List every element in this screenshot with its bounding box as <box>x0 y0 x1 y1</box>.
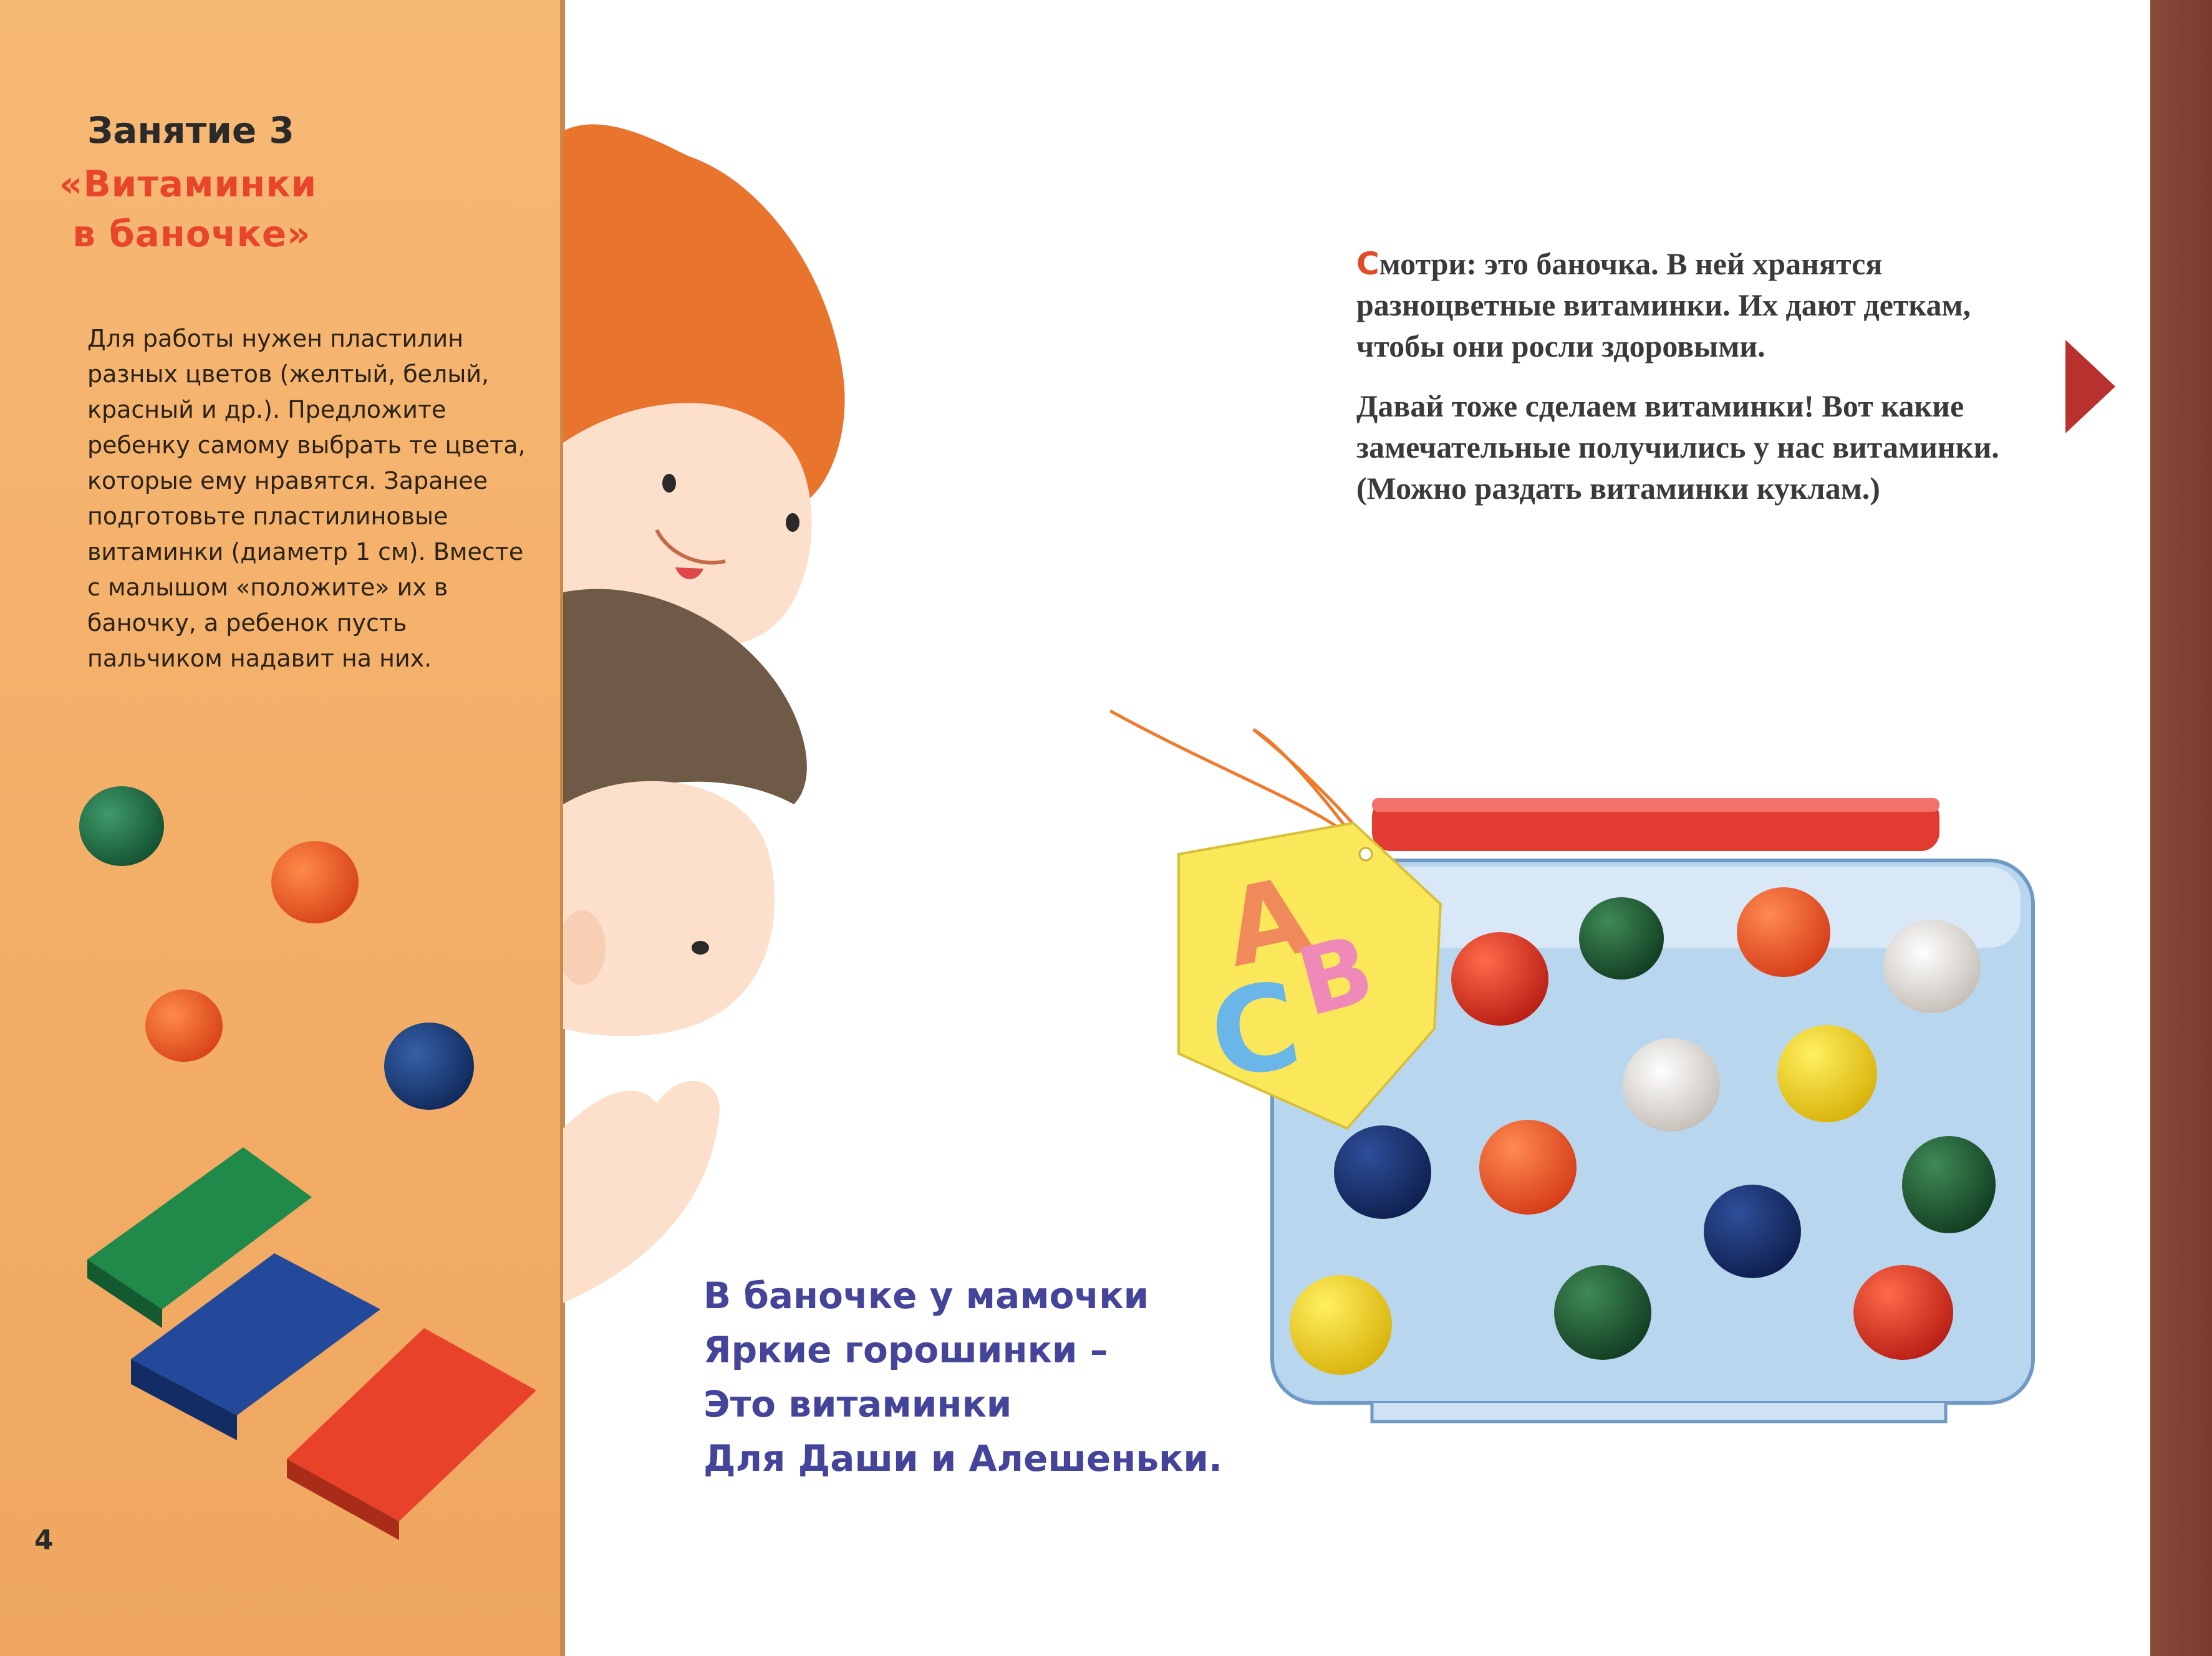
drop-cap: С <box>1356 246 1379 282</box>
vitamin-orange <box>1479 1120 1577 1215</box>
vitamin-white <box>1883 920 1981 1013</box>
poem-line: Яркие горошинки – <box>703 1329 1108 1371</box>
vitamin-yellow <box>1777 1025 1877 1122</box>
vitamin-yellow <box>1290 1275 1392 1375</box>
boy-eye <box>692 941 709 955</box>
poem-line: Это витаминки <box>703 1383 1012 1425</box>
vitamin-blue <box>1704 1185 1801 1278</box>
vitamin-green <box>1554 1265 1651 1360</box>
poem-line: Для Даши и Алешеньки. <box>703 1437 1223 1480</box>
vitamin-red <box>1853 1265 1953 1360</box>
triangle-right-icon <box>2065 340 2115 433</box>
book-spine-edge <box>2150 0 2212 1656</box>
girl-eye-right <box>786 513 799 532</box>
plasticine-illustration <box>62 767 536 1552</box>
story-text <box>1356 243 2052 527</box>
vitamin-orange <box>1737 887 1830 977</box>
vitamin-green <box>1902 1136 1996 1233</box>
next-page-arrow[interactable] <box>2065 340 2115 433</box>
children-illustration <box>563 118 912 1303</box>
vitamin-red <box>1451 932 1548 1026</box>
plasticine-ball-orange-small <box>145 989 223 1062</box>
plasticine-ball-orange <box>271 841 359 923</box>
girl-eye-left <box>662 474 676 493</box>
plasticine-ball-blue <box>384 1023 474 1110</box>
label-letter-a: A <box>1214 854 1321 992</box>
story-paragraph-1-text: мотри: это баночка. В ней хранятся разноцветные витаминки. Их дают деткам, чтобы они росли здоровыми. <box>1356 246 1971 363</box>
story-paragraph-2: Давай тоже сделаем витаминки! Вот какие замечательные получились у нас витаминки. (Можно раздать витаминки куклам.) <box>1356 388 1999 506</box>
label-letter-b: B <box>1287 915 1384 1038</box>
vitamin-white <box>1623 1038 1720 1132</box>
boy-hand <box>563 1081 720 1303</box>
plasticine-ball-green <box>79 786 164 866</box>
story-paragraph-1 <box>1356 243 2052 367</box>
page-number: 4 <box>34 1524 54 1556</box>
lesson-subtitle: «Витаминки в баночке» <box>59 163 317 255</box>
poem-line: В баночке у мамочки <box>703 1274 1149 1317</box>
vitamin-green <box>1579 897 1664 980</box>
vitamin-jar-illustration <box>1110 705 2058 1440</box>
lesson-title: Занятие 3 <box>87 109 294 152</box>
boy-face <box>563 781 775 1036</box>
instructions-text: Для работы нужен пластилин разных цветов (желтый, белый, красный и др.). Предложите ребенку самому выбрать те цвета, которые ему нравятся. Заранее подготовьте пластилиновые витаминки (диаметр 1 см). Вместе с малышом «положите» их в баночку, а ребенок пусть пальчиком надавит на них. <box>87 325 526 672</box>
label-letter-c: C <box>1200 955 1310 1107</box>
vitamin-blue <box>1334 1125 1431 1219</box>
poem <box>703 1269 1222 1486</box>
